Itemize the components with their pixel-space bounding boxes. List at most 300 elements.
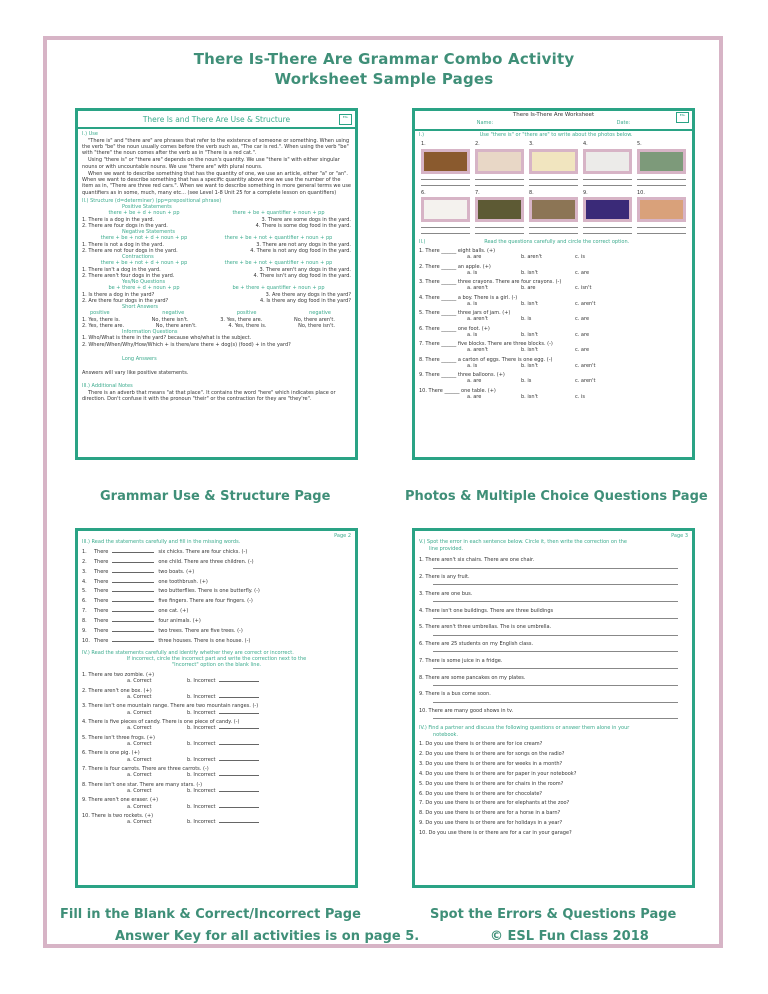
answer-line	[583, 227, 632, 228]
mc-option: a. is	[467, 331, 478, 338]
section-label: I.) Use	[82, 131, 98, 138]
blank-field	[112, 601, 154, 602]
formula: there + be + not + quantifier + noun + pp	[224, 260, 333, 267]
section-label: V.) Spot the error in each sentence below. Circle it, then write the correction on the	[419, 539, 627, 546]
correction-line	[433, 568, 678, 569]
option-incorrect	[187, 757, 287, 763]
example: 2. There aren't four dogs in the yard.	[82, 272, 175, 279]
photo-item	[475, 141, 524, 185]
photo-item	[529, 141, 578, 185]
example: 3. There aren't any dogs in the yard.	[259, 266, 351, 273]
instructions: Read the questions carefully and circle the correct option.	[484, 238, 630, 245]
item-prefix: There	[94, 618, 109, 624]
item-number: 8.	[82, 618, 87, 624]
correction-line	[433, 584, 678, 585]
caption-use-structure: Grammar Use & Structure Page	[100, 489, 331, 504]
info-question: 2. Where/When/Why/How/Which + is there/are there + dog(s) (food) + in the yard?	[82, 341, 291, 348]
item-prefix: There	[94, 578, 109, 585]
mc-question: 1. There ______ eight balls. (+)	[419, 248, 496, 254]
label: negative	[162, 310, 185, 317]
option-correct: a. Correct	[127, 756, 152, 763]
option-incorrect	[187, 741, 287, 747]
fill-blank-item	[82, 588, 351, 594]
item-text: six chicks. There are four chicks. (-)	[158, 549, 248, 556]
correction-blank	[219, 744, 259, 745]
option-incorrect	[187, 725, 287, 731]
answer-line	[475, 179, 524, 180]
section-label: III.) Additional Notes	[82, 383, 133, 390]
option-incorrect	[187, 694, 287, 700]
answer-line	[529, 185, 578, 186]
mc-option: c. isn't	[575, 285, 592, 292]
formula: there + be + quantifier + noun + pp	[232, 210, 325, 217]
correction-blank	[219, 713, 259, 714]
photo-image	[421, 149, 470, 174]
correction-blank	[219, 697, 259, 698]
mc-option: b. are	[521, 285, 536, 292]
mc-question: 3. There ______ three crayons. There are four crayons. (-)	[419, 279, 562, 285]
option-incorrect	[187, 772, 287, 778]
option-correct: a. Correct	[127, 819, 152, 826]
option-incorrect-label: b. Incorrect	[187, 740, 216, 747]
item-text: two butterflies. There is one butterfly. (-)	[158, 588, 260, 595]
mc-options	[419, 332, 688, 338]
photo-item	[421, 190, 470, 234]
paragraph: Using "there is" or "there are" depends on the noun's quantity. We use "there is" with either singular nouns or with uncountable nouns. We use "there are" with plural nouns.	[82, 157, 340, 170]
caption-spot-errors: Spot the Errors & Questions Page	[430, 907, 677, 922]
mc-options	[419, 378, 688, 384]
photo-number: 6.	[421, 189, 426, 196]
correction-blank	[219, 807, 259, 808]
correction-line	[433, 651, 678, 652]
option-correct: a. Correct	[127, 678, 152, 685]
correction-blank	[219, 822, 259, 823]
photo-item	[475, 190, 524, 234]
discussion-question: 2. Do you use there is or there are for songs on the radio?	[419, 751, 565, 758]
ci-options	[82, 694, 351, 700]
example: 2. There are four dogs in the yard.	[82, 222, 168, 229]
ci-options	[82, 725, 351, 731]
section-label: II.) Structure (d=determiner) (pp=prepositional phrase)	[82, 197, 222, 204]
photo-grid	[415, 139, 692, 236]
photo-item	[583, 141, 632, 185]
mc-options	[419, 363, 688, 369]
fill-blank-item	[82, 638, 351, 644]
mc-options	[419, 270, 688, 276]
item-prefix: There	[94, 568, 109, 575]
section-header	[415, 236, 692, 245]
mc-option: c. is	[575, 393, 585, 400]
ci-statement: 10. There is two rockets. (+)	[82, 813, 154, 820]
discussion-question: 3. Do you use there is or there are for weeks in a month?	[419, 761, 563, 768]
answer-line	[475, 233, 524, 234]
formula: there + be + d + noun + pp	[108, 210, 180, 217]
mc-question: 7. There ______ five blocks. There are three blocks. (-)	[419, 341, 553, 347]
mc-option: c. are	[575, 331, 590, 338]
ci-statement: 2. There aren't one box. (+)	[82, 687, 152, 694]
answer-line	[529, 227, 578, 228]
photo-item	[637, 141, 686, 185]
discussion-question: 4. Do you use there is or there are for paper in your notebook?	[419, 770, 577, 777]
ci-options	[82, 757, 351, 763]
subheading: Information Questions	[122, 329, 178, 336]
esl-logo-icon: ESL	[676, 112, 689, 123]
answer: No, there aren't.	[293, 316, 335, 323]
option-correct: a. Correct	[127, 693, 152, 700]
answer: 1. Yes, there is.	[82, 316, 121, 323]
example: 4. Is there any dog food in the yard?	[259, 297, 351, 304]
discussion-question: 9. Do you use there is or there are for holidays in a year?	[419, 820, 563, 827]
answer: 2. Yes, there are.	[82, 322, 125, 329]
correction-line	[433, 601, 678, 602]
section-label: III.) Read the statements carefully and fill in the missing words.	[82, 539, 241, 546]
error-sentence: 3. There are one bus.	[419, 590, 473, 597]
paragraph: There is an adverb that means "at that place". It contains the word "here" which indicates place or direction. Don't confuse it with the pronoun "their" or the contraction for they are "they're".	[82, 389, 336, 402]
option-incorrect-label: b. Incorrect	[187, 678, 216, 685]
fill-blank-item	[82, 579, 351, 585]
blank-field	[112, 641, 154, 642]
mc-option: a. aren't	[467, 316, 488, 323]
photo-item	[637, 190, 686, 234]
instructions: If incorrect, circle the incorrect part and write the correction next to the	[126, 656, 307, 663]
photo-number: 7.	[475, 189, 480, 196]
photo-number: 10.	[637, 189, 645, 196]
answer-line	[583, 179, 632, 180]
photo-image	[529, 197, 578, 222]
mc-option: b. isn't	[521, 331, 538, 338]
error-sentence: 7. There is some juice in a fridge.	[419, 657, 503, 664]
mc-question: 6. There ______ one foot. (+)	[419, 325, 490, 332]
item-text: two trees. There are five trees. (-)	[158, 627, 243, 634]
section-label: I.)	[419, 132, 425, 138]
example: 4. There is some dog food in the yard.	[255, 222, 351, 229]
item-text: one cat. (+)	[158, 608, 189, 615]
example: 3. There are not any dogs in the yard.	[256, 241, 351, 248]
date-label: Date:	[616, 119, 631, 126]
answer-line	[637, 233, 686, 234]
example: 2. Are there four dogs in the yard?	[82, 297, 169, 304]
photo-number: 8.	[529, 189, 534, 196]
item-text: one child. There are three children. (-)	[158, 558, 254, 565]
option-incorrect-label: b. Incorrect	[187, 803, 216, 810]
option-correct: a. Correct	[127, 709, 152, 716]
discussion-question: 8. Do you use there is or there are for a horse in a barn?	[419, 810, 561, 817]
mc-option: a. is	[467, 269, 478, 276]
ci-options	[82, 819, 351, 825]
instructions: "Incorrect" option on the blank line.	[171, 662, 262, 669]
answer: No, there isn't.	[151, 316, 189, 323]
photo-number: 2.	[475, 141, 480, 148]
mc-option: a. are	[467, 393, 482, 400]
subheading: Short Answers	[122, 304, 159, 311]
name-label: Name:	[476, 119, 494, 126]
blank-field	[112, 572, 154, 573]
discussion-question: 7. Do you use there is or there are for elephants at the zoo?	[419, 800, 570, 807]
photo-item	[421, 141, 470, 185]
subheading: Negative Statements	[122, 229, 175, 236]
mc-option: c. aren't	[575, 300, 596, 307]
correction-blank	[219, 681, 259, 682]
item-prefix: There	[94, 637, 109, 644]
blank-field	[112, 631, 154, 632]
mc-option: c. aren't	[575, 378, 596, 385]
ci-statement: 9. There aren't one eraser. (+)	[82, 797, 159, 804]
correction-line	[433, 635, 678, 636]
item-prefix: There	[94, 627, 109, 634]
answer-line	[421, 233, 470, 234]
discussion-question-list	[419, 741, 688, 836]
ci-statement: 5. There isn't three frogs. (+)	[82, 734, 155, 741]
page-number: Page 3	[671, 533, 688, 539]
mc-option: c. is	[575, 254, 585, 261]
option-incorrect	[187, 819, 287, 825]
example: 1. Is there a dog in the yard?	[82, 291, 155, 298]
photo-number: 9.	[583, 189, 588, 196]
photo-number: 3.	[529, 141, 534, 148]
caption-fill-blank: Fill in the Blank & Correct/Incorrect Page	[60, 907, 361, 922]
example: 3. Are there any dogs in the yard?	[265, 291, 351, 298]
mc-option: c. are	[575, 316, 590, 323]
photo-image	[637, 149, 686, 174]
correction-line	[433, 702, 678, 703]
answer-line	[583, 185, 632, 186]
answer-line	[421, 185, 470, 186]
mc-option: a. are	[467, 378, 482, 385]
fill-blank-item	[82, 608, 351, 614]
ci-statement: 8. There isn't one star. There are many stars. (-)	[82, 781, 203, 788]
sheet-header	[415, 111, 692, 131]
formula: be + there + quantifier + noun + pp	[232, 285, 325, 292]
mc-option: c. aren't	[575, 362, 596, 369]
correction-blank	[219, 728, 259, 729]
fill-blank-item	[82, 559, 351, 565]
mc-option: b. isn't	[521, 300, 538, 307]
worksheet-use-structure	[75, 108, 358, 460]
mc-question: 8. There ______ a carton of eggs. There is one egg. (-)	[419, 356, 553, 363]
blank-field	[112, 621, 154, 622]
photo-image	[421, 197, 470, 222]
item-number: 3.	[82, 568, 87, 575]
mc-options	[419, 316, 688, 322]
mc-option: a. is	[467, 300, 478, 307]
answer-line	[637, 227, 686, 228]
item-text: two boats. (+)	[158, 568, 195, 575]
mc-option: b. isn't	[521, 269, 538, 276]
answer-line	[421, 227, 470, 228]
answer-line	[637, 185, 686, 186]
mc-options	[419, 347, 688, 353]
item-number: 1.	[82, 549, 87, 556]
option-correct: a. Correct	[127, 787, 152, 794]
photo-number: 5.	[637, 141, 642, 148]
answer-line	[475, 185, 524, 186]
option-incorrect-label: b. Incorrect	[187, 709, 216, 716]
mc-option: b. isn't	[521, 347, 538, 354]
option-incorrect-label: b. Incorrect	[187, 819, 216, 826]
answer-key-note: Answer Key for all activities is on page 5.	[115, 929, 420, 944]
mc-question: 9. There ______ three balloons. (+)	[419, 372, 505, 378]
discussion-question: 1. Do you use there is or there are for ice cream?	[419, 741, 543, 748]
worksheet-photos-multiple-choice	[412, 108, 695, 460]
formula: be + there + d + noun + pp	[108, 285, 180, 292]
spot-error-list	[419, 557, 688, 719]
mc-option: b. aren't	[521, 254, 542, 261]
option-correct: a. Correct	[127, 740, 152, 747]
formula: there + be + not + quantifier + noun + pp	[224, 235, 333, 242]
mc-options	[419, 254, 688, 260]
example: 3. There are some dogs in the yard.	[261, 216, 351, 223]
error-sentence: 1. There aren't six chairs. There are one chair.	[419, 557, 535, 564]
option-incorrect-label: b. Incorrect	[187, 725, 216, 732]
mc-question: 2. There ______ an apple. (+)	[419, 263, 491, 270]
subheading: Positive Statements	[122, 204, 172, 211]
example: 1. There is a dog in the yard.	[82, 216, 155, 223]
instructions: Use "there is" or "there are" to write about the photos below.	[479, 132, 633, 138]
option-incorrect	[187, 788, 287, 794]
item-text: three houses. There is one house. (-)	[158, 637, 251, 644]
option-incorrect-label: b. Incorrect	[187, 756, 216, 763]
sheet-header	[78, 113, 355, 129]
ci-options	[82, 678, 351, 684]
mc-option: b. isn't	[521, 362, 538, 369]
error-sentence: 2. There is any fruit.	[419, 574, 470, 580]
ci-statement: 7. There is four carrots. There are three carrots. (-)	[82, 766, 209, 772]
error-sentence: 6. There are 25 students on my English class.	[419, 641, 534, 647]
correction-line	[433, 685, 678, 686]
mc-option: a. aren't	[467, 285, 488, 292]
correction-line	[433, 718, 678, 719]
answer: No, there aren't.	[155, 322, 197, 329]
subheading: Contractions	[122, 254, 154, 261]
error-sentence: 8. There are some pancakes on my plates.	[419, 674, 526, 681]
example: 2. There are not four dogs in the yard.	[82, 247, 178, 254]
example: 4. There is not any dog food in the yard.	[250, 247, 351, 254]
mc-option: a. aren't	[467, 347, 488, 354]
photo-image	[637, 197, 686, 222]
instructions: line provided.	[429, 545, 464, 552]
ci-statement: 4. There is five pieces of candy. There is one piece of candy. (-)	[82, 718, 240, 725]
section-label: IV.) Read the statements carefully and identify whether they are correct or incorrect.	[82, 649, 294, 656]
subheading: Yes/No Questions	[122, 279, 166, 286]
correction-line	[433, 668, 678, 669]
ci-statement: 6. There is one pig. (+)	[82, 750, 140, 757]
correction-blank	[219, 760, 259, 761]
ci-options	[82, 772, 351, 778]
answer: 3. Yes, there are.	[220, 316, 263, 323]
mc-question: 10. There ______ one table. (+)	[419, 387, 496, 394]
formula: there + be + not + d + noun + pp	[100, 235, 188, 242]
paragraph: "There is" and "there are" are phrases that refer to the existence of someone or something. When using the verb "be" the noun usually comes before the verb such as, "The car is red.". When using the verb "be" with "there" the noun comes after the verb as in "There is a red cat.".	[82, 137, 350, 157]
worksheet-fill-blank	[75, 528, 358, 888]
item-number: 9.	[82, 627, 87, 634]
discussion-question: 10. Do you use there is or there are for a car in your garage?	[419, 829, 572, 836]
blank-field	[112, 591, 154, 592]
answer-line	[529, 233, 578, 234]
mc-option: a. are	[467, 254, 482, 261]
mc-option: b. isn't	[521, 393, 538, 400]
photo-item	[583, 190, 632, 234]
item-prefix: There	[94, 549, 109, 556]
answer-line	[583, 233, 632, 234]
error-sentence: 4. There isn't one buildings. There are three buildings	[419, 607, 554, 614]
correction-blank	[219, 775, 259, 776]
item-text: four animals. (+)	[158, 618, 201, 624]
photo-image	[475, 197, 524, 222]
ci-statement: 3. There isn't one mountain range. There are two mountain ranges. (-)	[82, 703, 259, 710]
name-date-row	[415, 120, 692, 126]
option-incorrect	[187, 678, 287, 684]
item-prefix: There	[94, 588, 109, 595]
option-correct: a. Correct	[127, 772, 152, 779]
answer-line	[529, 179, 578, 180]
photo-item	[529, 190, 578, 234]
mc-option: c. are	[575, 269, 590, 276]
discussion-question: 6. Do you use there is or there are for chocolate?	[419, 790, 543, 797]
item-number: 10.	[82, 637, 90, 644]
error-sentence: 9. There is a bus come soon.	[419, 691, 491, 698]
ci-statement: 1. There are two zombie. (+)	[82, 671, 155, 678]
section-label: II.)	[419, 238, 426, 245]
formula: there + be + not + d + noun + pp	[100, 260, 188, 267]
info-question: 1. Who/What is there in the yard? because who/what is the subject.	[82, 335, 252, 342]
mc-options	[419, 394, 688, 400]
item-text: five fingers. There are four fingers. (-)	[158, 598, 253, 605]
answer-line	[475, 227, 524, 228]
mc-option: b. is	[521, 316, 532, 323]
ci-options	[82, 788, 351, 794]
caption-photos-mc: Photos & Multiple Choice Questions Page	[405, 489, 708, 504]
sheet-title: There Is-There Are Worksheet	[512, 112, 595, 118]
photo-image	[583, 149, 632, 174]
item-prefix: There	[94, 608, 109, 615]
photo-image	[475, 149, 524, 174]
example: 1. There isn't a dog in the yard.	[82, 266, 161, 273]
photo-image	[529, 149, 578, 174]
item-text: one toothbrush. (+)	[158, 578, 208, 585]
ci-options	[82, 710, 351, 716]
correction-blank	[219, 791, 259, 792]
mc-question: 4. There ______ a boy. There is a girl. (-)	[419, 294, 518, 301]
mc-options	[419, 301, 688, 307]
paragraph: When we want to describe something that has the quantity of one, we use an article, either "a" or "an". When we want to describe something that has a specific quantity above one we use the number of the item as in, "There are three red cars.". When we want to describe something in more general terms we use quantifiers as in some, much, many etc... (see Level 1-8 Unit 25 for a complete lesson on quantifiers)	[82, 170, 351, 196]
option-incorrect	[187, 710, 287, 716]
option-correct: a. Correct	[127, 725, 152, 732]
answer: 4. Yes, there is.	[228, 322, 267, 329]
sheet-title: There Is and There Are Use & Structure	[142, 115, 291, 124]
item-number: 6.	[82, 598, 87, 605]
fill-blank-item	[82, 628, 351, 634]
ci-options	[82, 741, 351, 747]
option-incorrect-label: b. Incorrect	[187, 787, 216, 794]
item-number: 4.	[82, 578, 87, 585]
mc-option: b. is	[521, 378, 532, 385]
photo-image	[583, 197, 632, 222]
option-incorrect	[187, 804, 287, 810]
blank-field	[112, 611, 154, 612]
page-subtitle: Worksheet Sample Pages	[274, 70, 494, 88]
option-incorrect-label: b. Incorrect	[187, 772, 216, 779]
answer-line	[421, 179, 470, 180]
label: negative	[309, 310, 331, 317]
long-answer-text: Answers will vary like positive statements.	[82, 370, 189, 377]
section-label: IV.) Find a partner and discuss the following questions or answer them alone in your	[419, 725, 630, 732]
example: 1. There is not a dog in the yard.	[82, 241, 164, 248]
fill-blank-item	[82, 598, 351, 604]
option-incorrect-label: b. Incorrect	[187, 693, 216, 700]
fill-blank-item	[82, 549, 351, 555]
fill-blank-item	[82, 569, 351, 575]
blank-field	[112, 582, 154, 583]
